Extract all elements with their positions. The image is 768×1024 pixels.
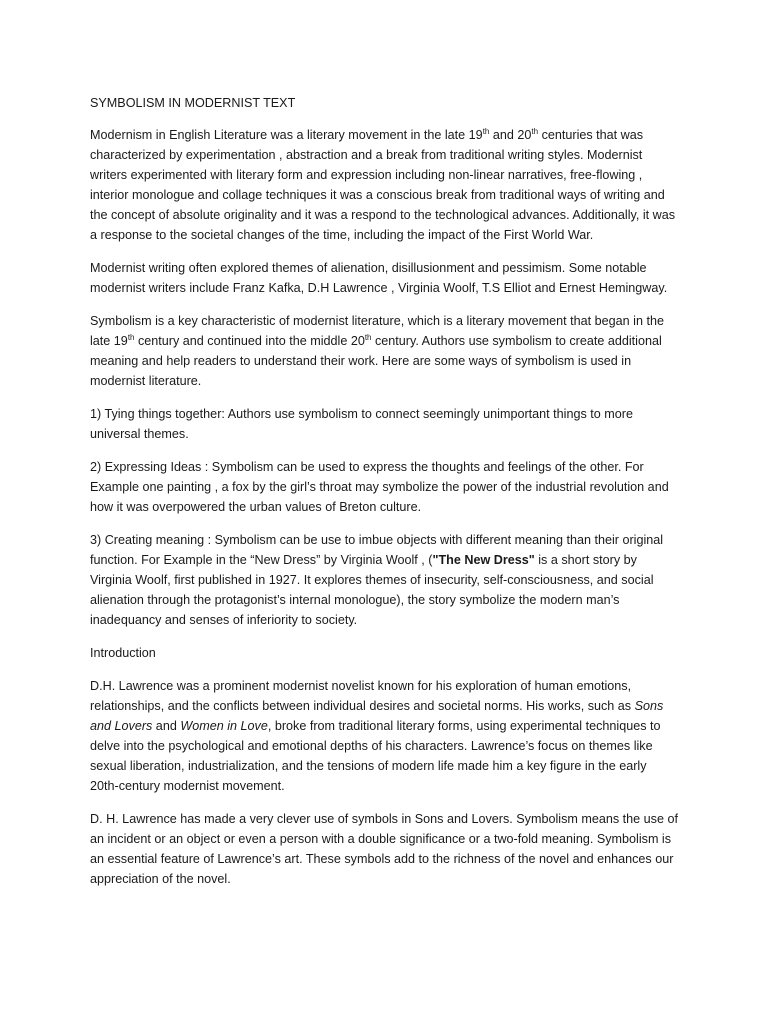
text-run: Modernism in English Literature was a literary movement in the late 19 (90, 128, 483, 142)
paragraph-lawrence-intro (90, 676, 678, 796)
superscript: th (364, 333, 372, 342)
paragraph-symbolism-definition (90, 311, 678, 391)
document-page (90, 93, 678, 902)
list-item-creating-meaning (90, 530, 678, 630)
italic-title: Sons and Lovers (90, 699, 664, 733)
text-run: and 20 (489, 128, 532, 142)
text-run: is a short story by Virginia Woolf, first published in 1927. It explores themes of insecurity, self-consciousness, and social alienation through the protagonist’s internal monologue), the story symbolize the modern man’s inadequancy and senses of inferiority to society. (90, 553, 654, 627)
section-heading-introduction: Introduction (90, 646, 156, 660)
list-item-tying-things: 1) Tying things together: Authors use symbolism to connect seemingly unimportant things to more universal themes. (90, 407, 633, 441)
text-run: century. Authors use symbolism to create additional meaning and help readers to understand their work. Here are some ways of symbolism is used in modernist literature. (90, 334, 662, 388)
paragraph-lawrence-symbols: D. H. Lawrence has made a very clever use of symbols in Sons and Lovers. Symbolism means the use of an incident or an object or even a person with a double significance or a two-fold meaning. Symbolism is an essential feature of Lawrence’s art. These symbols add to the richness of the novel and enhances our appreciation of the novel. (90, 812, 678, 886)
text-run: D.H. Lawrence was a prominent modernist novelist known for his exploration of human emotions, relationships, and the conflicts between individual desires and societal norms. His works, such as (90, 679, 635, 713)
italic-title: Women in Love (180, 719, 268, 733)
bold-text: "The New Dress" (432, 553, 535, 567)
text-run: and (152, 719, 181, 733)
superscript: th (127, 333, 135, 342)
text-run: Symbolism is a key characteristic of modernist literature, which is a literary movement that began in the late 19 (90, 314, 664, 348)
list-item-expressing-ideas: 2) Expressing Ideas : Symbolism can be used to express the thoughts and feelings of the other. For Example one painting , a fox by the girl’s throat may symbolize the power of the industrial revolution and how it was overpowered the urban values of Breton culture. (90, 460, 669, 514)
paragraph-modernism-intro (90, 125, 678, 245)
text-run: centuries that was characterized by experimentation , abstraction and a break from traditional writing styles. Modernist writers experimented with literary form and expression including non-linear narratives, free-flowing , interior monologue and collage techniques it was a conscious break from traditional ways of writing and the concept of absolute originality and it was a respond to the technological advances. Additionally, it was a response to the societal changes of the time, including the impact of the First World War. (90, 128, 676, 242)
document-title: SYMBOLISM IN MODERNIST TEXT (90, 96, 296, 110)
superscript: th (482, 127, 490, 136)
paragraph-modernist-themes: Modernist writing often explored themes of alienation, disillusionment and pessimism. Some notable modernist writers include Franz Kafka, D.H Lawrence , Virginia Woolf, T.S Elliot and Ernest Hemingway. (90, 261, 668, 295)
text-run: , broke from traditional literary forms, using experimental techniques to delve into the psychological and emotional depths of his characters. Lawrence’s focus on themes like sexual liberation, industrialization, and the tensions of modern life made him a key figure in the early 20th-century modernist movement. (90, 719, 661, 793)
superscript: th (531, 127, 539, 136)
text-run: century and continued into the middle 20 (134, 334, 365, 348)
text-run: 3) Creating meaning : Symbolism can be use to imbue objects with different meaning than their original function. For Example in the “New Dress” by Virginia Woolf , ( (90, 533, 664, 567)
